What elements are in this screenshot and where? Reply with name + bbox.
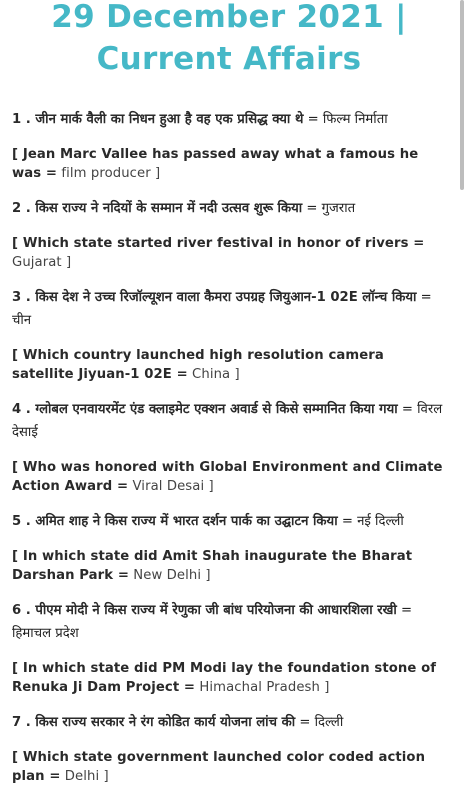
question-english: [ Who was honored with Global Environment and Climate Action Award = Viral Desai ] bbox=[12, 460, 443, 494]
question-english: [ Which country launched high resolution camera satellite Jiyuan-1 02E = China ] bbox=[12, 348, 384, 382]
question-hindi: 3 . किस देश ने उच्च रिजॉल्यूशन वाला कैमरा उपग्रह जियुआन-1 02E लॉन्च किया = चीन bbox=[12, 290, 432, 328]
question-hindi: 1 . जीन मार्क वैली का निधन हुआ है वह एक प्रसिद्ध क्या थे = फिल्म निर्माता bbox=[12, 112, 388, 127]
question-english: [ In which state did Amit Shah inaugurate the Bharat Darshan Park = New Delhi ] bbox=[12, 549, 413, 583]
question-english: [ Jean Marc Vallee has passed away what a famous he was = film producer ] bbox=[12, 147, 419, 181]
title-line-2: Current Affairs bbox=[96, 41, 362, 77]
question-hindi: 6 . पीएम मोदी ने किस राज्य में रेणुका जी बांध परियोजना की आधारशिला रखी = हिमाचल प्रदेश bbox=[12, 603, 413, 641]
question-english: [ Which state government launched color coded action plan = Delhi ] bbox=[12, 750, 426, 784]
page-title bbox=[0, 0, 458, 80]
question-hindi: 7 . किस राज्य सरकार ने रंग कोडित कार्य योजना लांच की = दिल्ली bbox=[12, 715, 344, 730]
title-line-1: 29 December 2021 | bbox=[51, 0, 407, 35]
scrollbar[interactable] bbox=[460, 0, 464, 190]
question-hindi: 5 . अमित शाह ने किस राज्य में भारत दर्शन पार्क का उद्घाटन किया = नई दिल्ली bbox=[12, 514, 404, 529]
question-hindi: 2 . किस राज्य ने नदियों के सम्मान में नदी उत्सव शुरू किया = गुजरात bbox=[12, 201, 356, 216]
question-english: [ In which state did PM Modi lay the foundation stone of Renuka Ji Dam Project = Himachal Pradesh ] bbox=[12, 661, 437, 695]
qa-list bbox=[0, 108, 458, 786]
question-english: [ Which state started river festival in honor of rivers = Gujarat ] bbox=[12, 236, 425, 270]
question-hindi: 4 . ग्लोबल एनवायरमेंट एंड क्लाइमेट एक्शन अवार्ड से किसे सम्मानित किया गया = विरल देसाई bbox=[12, 402, 443, 440]
